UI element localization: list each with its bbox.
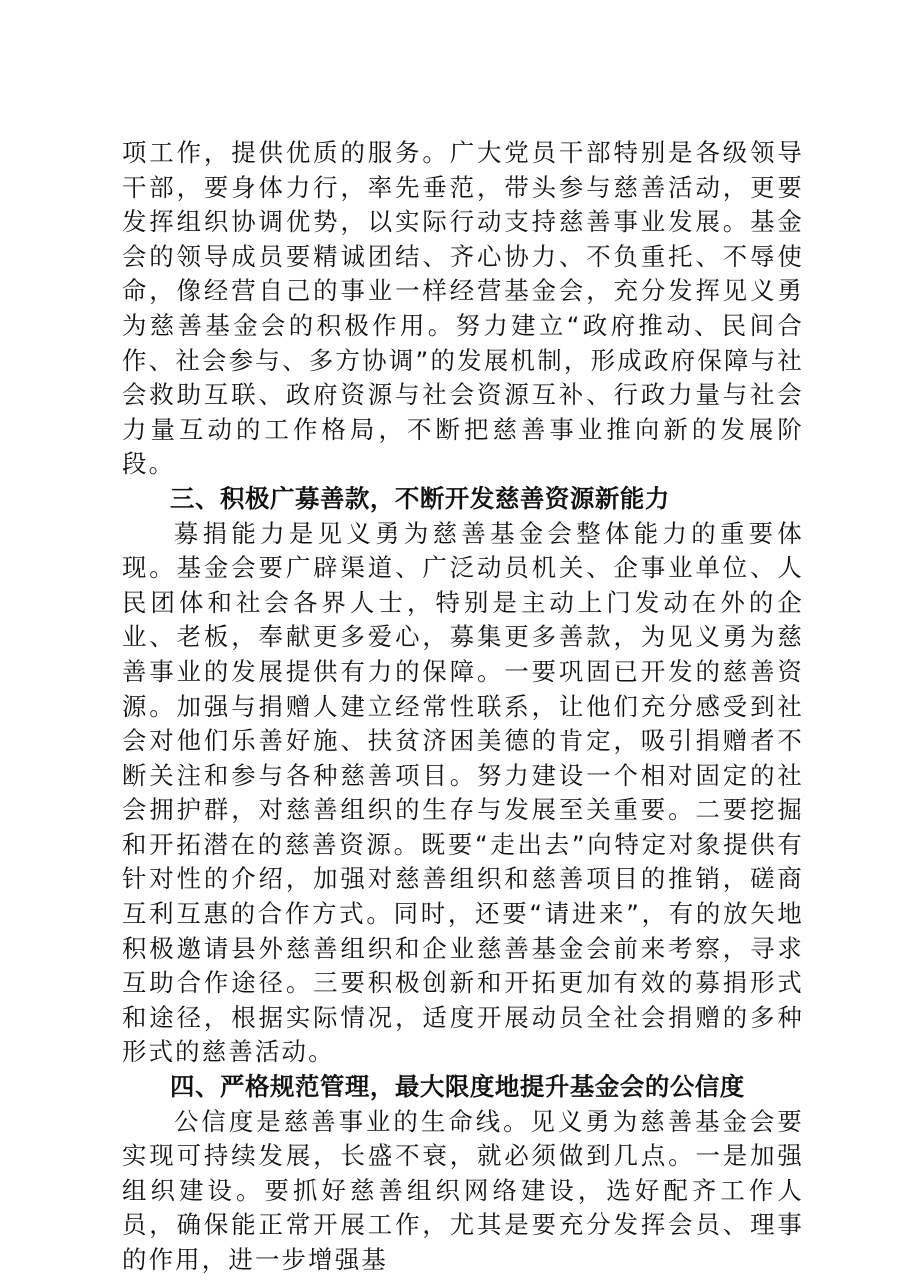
paragraph-3: 公信度是慈善事业的生命线。见义勇为慈善基金会要实现可持续发展，长盛不衰，就必须做到几点。一是加强组织建设。要抓好慈善组织网络建设，选好配齐工作人员，确保能正常开展工作，尤其是要充分发挥会员、理事的作用，进一步增强基 xyxy=(122,1106,804,1274)
paragraph-1: 项工作，提供优质的服务。广大党员干部特别是各级领导干部，要身体力行，率先垂范，带头参与慈善活动，更要发挥组织协调优势，以实际行动支持慈善事业发展。基金会的领导成员要精诚团结、齐心协力、不负重托、不辱使命，像经营自己的事业一样经营基金会，充分发挥见义勇为慈善基金会的积极作用。努力建立“政府推动、民间合作、社会参与、多方协调”的发展机制，形成政府保障与社会救助互联、政府资源与社会资源互补、行政力量与社会力量互动的工作格局，不断把慈善事业推向新的发展阶段。 xyxy=(122,138,804,479)
section-heading-3: 三、积极广募善款，不断开发慈善资源新能力 xyxy=(170,483,670,513)
document-page xyxy=(122,136,804,1278)
paragraph-2: 募捐能力是见义勇为慈善基金会整体能力的重要体现。基金会要广辟渠道、广泛动员机关、企事业单位、人民团体和社会各界人士，特别是主动上门发动在外的企业、老板，奉献更多爱心，募集更多善款，为见义勇为慈善事业的发展提供有力的保障。一要巩固已开发的慈善资源。加强与捐赠人建立经常性联系，让他们充分感受到社会对他们乐善好施、扶贫济困美德的肯定，吸引捐赠者不断关注和参与各种慈善项目。努力建设一个相对固定的社会拥护群，对慈善组织的生存与发展至关重要。二要挖掘和开拓潜在的慈善资源。既要“走出去”向特定对象提供有针对性的介绍，加强对慈善组织和慈善项目的推销，磋商互利互惠的合作方式。同时，还要“请进来”，有的放矢地积极邀请县外慈善组织和企业慈善基金会前来考察，寻求互助合作途径。三要积极创新和开拓更加有效的募捐形式和途径，根据实际情况，适度开展动员全社会捐赠的多种形式的慈善活动。 xyxy=(122,518,804,1067)
section-heading-4: 四、严格规范管理，最大限度地提升基金会的公信度 xyxy=(170,1072,745,1102)
